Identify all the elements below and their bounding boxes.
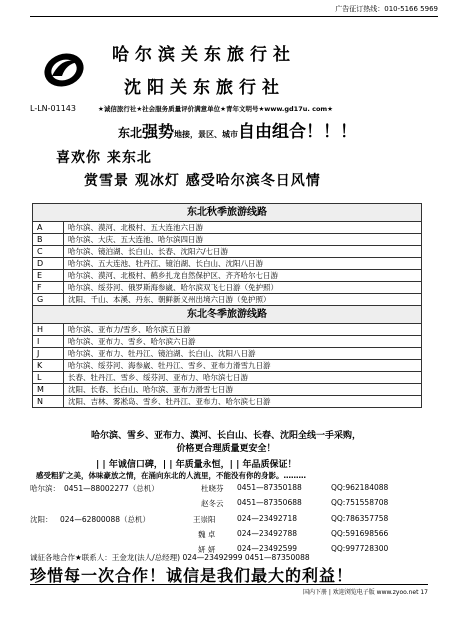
contact-phone: 0451—87350188 (237, 483, 302, 492)
contact-qq: QQ:751558708 (331, 498, 389, 507)
slogan-strong: 强势 (142, 122, 175, 141)
route-text: 哈尔滨、绥芬河、俄罗斯海参崴、哈尔滨双飞七日游（免护照） (64, 282, 422, 294)
autumn-title: 东北秋季旅游线路 (33, 204, 422, 222)
company-name-shenyang: 沈阳关东旅行社 (124, 78, 285, 98)
route-code: C (33, 246, 64, 258)
route-text: 哈尔滨、亚布力、牡丹江、镜泊湖、长白山、沈阳八日游 (64, 348, 422, 360)
route-text: 哈尔滨、五大连池、牡丹江、镜泊湖、长白山、沈阳八日游 (64, 258, 422, 270)
contact-phone: 024—23492599 (237, 544, 297, 553)
route-row (33, 372, 422, 384)
contact-name: 妍 妍 (198, 545, 216, 554)
route-code: A (33, 222, 64, 234)
route-row (33, 222, 422, 234)
route-text: 哈尔滨、亚布力、雪乡、哈尔滨六日游 (64, 336, 422, 348)
welcome-heading: 喜欢你 来东北 (56, 150, 152, 166)
route-code: H (33, 324, 64, 336)
route-text: 沈阳、千山、本溪、丹东、朝鲜新义州出境六日游（免护照） (64, 294, 422, 306)
route-text: 哈尔滨、亚布力/雪乡、哈尔滨五日游 (64, 324, 422, 336)
bottom-slogan: 珍惜每一次合作！诚信是我们最大的利益！ (30, 566, 354, 585)
autumn-header-row (33, 204, 422, 222)
contact-qq: QQ:786357758 (331, 514, 389, 523)
route-row (33, 348, 422, 360)
route-code: M (33, 384, 64, 396)
company-logo-icon (42, 50, 86, 90)
features-heading: 赏雪景 观冰灯 感受哈尔滨冬日风情 (84, 173, 321, 189)
route-code: K (33, 360, 64, 372)
route-text: 哈尔滨、绥芬河、海参崴、牡丹江、雪乡、亚布力滑雪九日游 (64, 360, 422, 372)
license-code: L-LN-01143 (30, 104, 76, 113)
contact-phone: 024—23492718 (237, 514, 297, 523)
route-row (33, 234, 422, 246)
contact-name: 赵冬云 (201, 499, 224, 508)
shenyang-phone: 024—62800088（总机） (60, 515, 150, 524)
route-code: B (33, 234, 64, 246)
route-row (33, 294, 422, 306)
contact-qq: QQ:997728300 (331, 544, 389, 553)
slogan-mid: 地接，景区、城市 (174, 130, 239, 139)
slogan (118, 117, 357, 142)
route-text: 哈尔滨、漠河、北极村、鹤乡扎龙自然保护区、齐齐哈尔七日游 (64, 270, 422, 282)
feel-line: 感受粗犷之美，体味豪放之情，在涌向东北的人流里，不能没有你的身影。……… (36, 471, 306, 480)
route-row (33, 324, 422, 336)
route-row (33, 246, 422, 258)
contact-phone: 0451—87350688 (237, 498, 302, 507)
route-row (33, 384, 422, 396)
promo-line-2: 价格更合理质量更安全！ (176, 444, 276, 454)
route-code: L (33, 372, 64, 384)
shenyang-label: 沈阳： (30, 515, 53, 524)
winter-header-row (33, 306, 422, 324)
route-row (33, 396, 422, 408)
contact-phone: 024—23492788 (237, 529, 297, 538)
route-row (33, 336, 422, 348)
routes-table (32, 203, 422, 408)
agents-line: 诚征各地合作★联系人：王金龙(法人/总经理) 024—23492999 0451—87350088 (30, 553, 310, 562)
route-code: E (33, 270, 64, 282)
route-text: 长春、牡丹江、雪乡、绥芬河、亚布力、哈尔滨七日游 (64, 372, 422, 384)
ad-hotline: 广告征订热线：010-5166 5969 (335, 5, 438, 13)
route-code: G (33, 294, 64, 306)
certification-line: ★诚信旅行社★社会服务质量评价满意单位★青年文明号★www.gd17u. com★ (98, 105, 334, 113)
route-row (33, 360, 422, 372)
promo-line-1: 哈尔滨、雪乡、亚布力、漠河、长白山、长春、沈阳全线一手采购， (90, 431, 361, 441)
route-row (33, 270, 422, 282)
route-text: 哈尔滨、大庆、五大连池、哈尔滨四日游 (64, 234, 422, 246)
footer-rule (30, 584, 428, 585)
contact-qq: QQ:591698566 (331, 529, 389, 538)
route-code: N (33, 396, 64, 408)
slogan-prefix: 东北 (118, 126, 143, 140)
harbin-phone: 0451—88002277（总机） (64, 484, 159, 493)
slogan-big: 自由组合！！！ (238, 122, 358, 142)
route-text: 沈阳、吉林、雾凇岛、雪乡、牡丹江、亚布力、哈尔滨七日游 (64, 396, 422, 408)
quality-line: | | 年诚信口碑，| | 年质量永恒，| | 年品质保证！ (96, 460, 297, 470)
contact-qq: QQ:962184088 (331, 483, 389, 492)
contact-name: 杜晓芬 (201, 484, 224, 493)
route-text: 沈阳、长春、长白山、哈尔滨、亚布力滑雪七日游 (64, 384, 422, 396)
winter-title: 东北冬季旅游线路 (33, 306, 422, 324)
contact-name: 王崇阳 (193, 515, 216, 524)
harbin-label: 哈尔滨： (30, 484, 60, 493)
route-code: J (33, 348, 64, 360)
route-text: 哈尔滨、漠河、北极村、五大连池六日游 (64, 222, 422, 234)
route-text: 哈尔滨、镜泊湖、长白山、长春、沈阳六/七日游 (64, 246, 422, 258)
footer-text: 国内下册 | 欢迎浏览电子版 www.zyoo.net 17 (302, 589, 428, 596)
route-code: D (33, 258, 64, 270)
route-code: F (33, 282, 64, 294)
contact-name: 魏 卓 (198, 530, 216, 539)
route-code: I (33, 336, 64, 348)
top-rule (30, 16, 438, 17)
route-row (33, 258, 422, 270)
company-name-harbin: 哈尔滨关东旅行社 (112, 45, 296, 65)
route-row (33, 282, 422, 294)
